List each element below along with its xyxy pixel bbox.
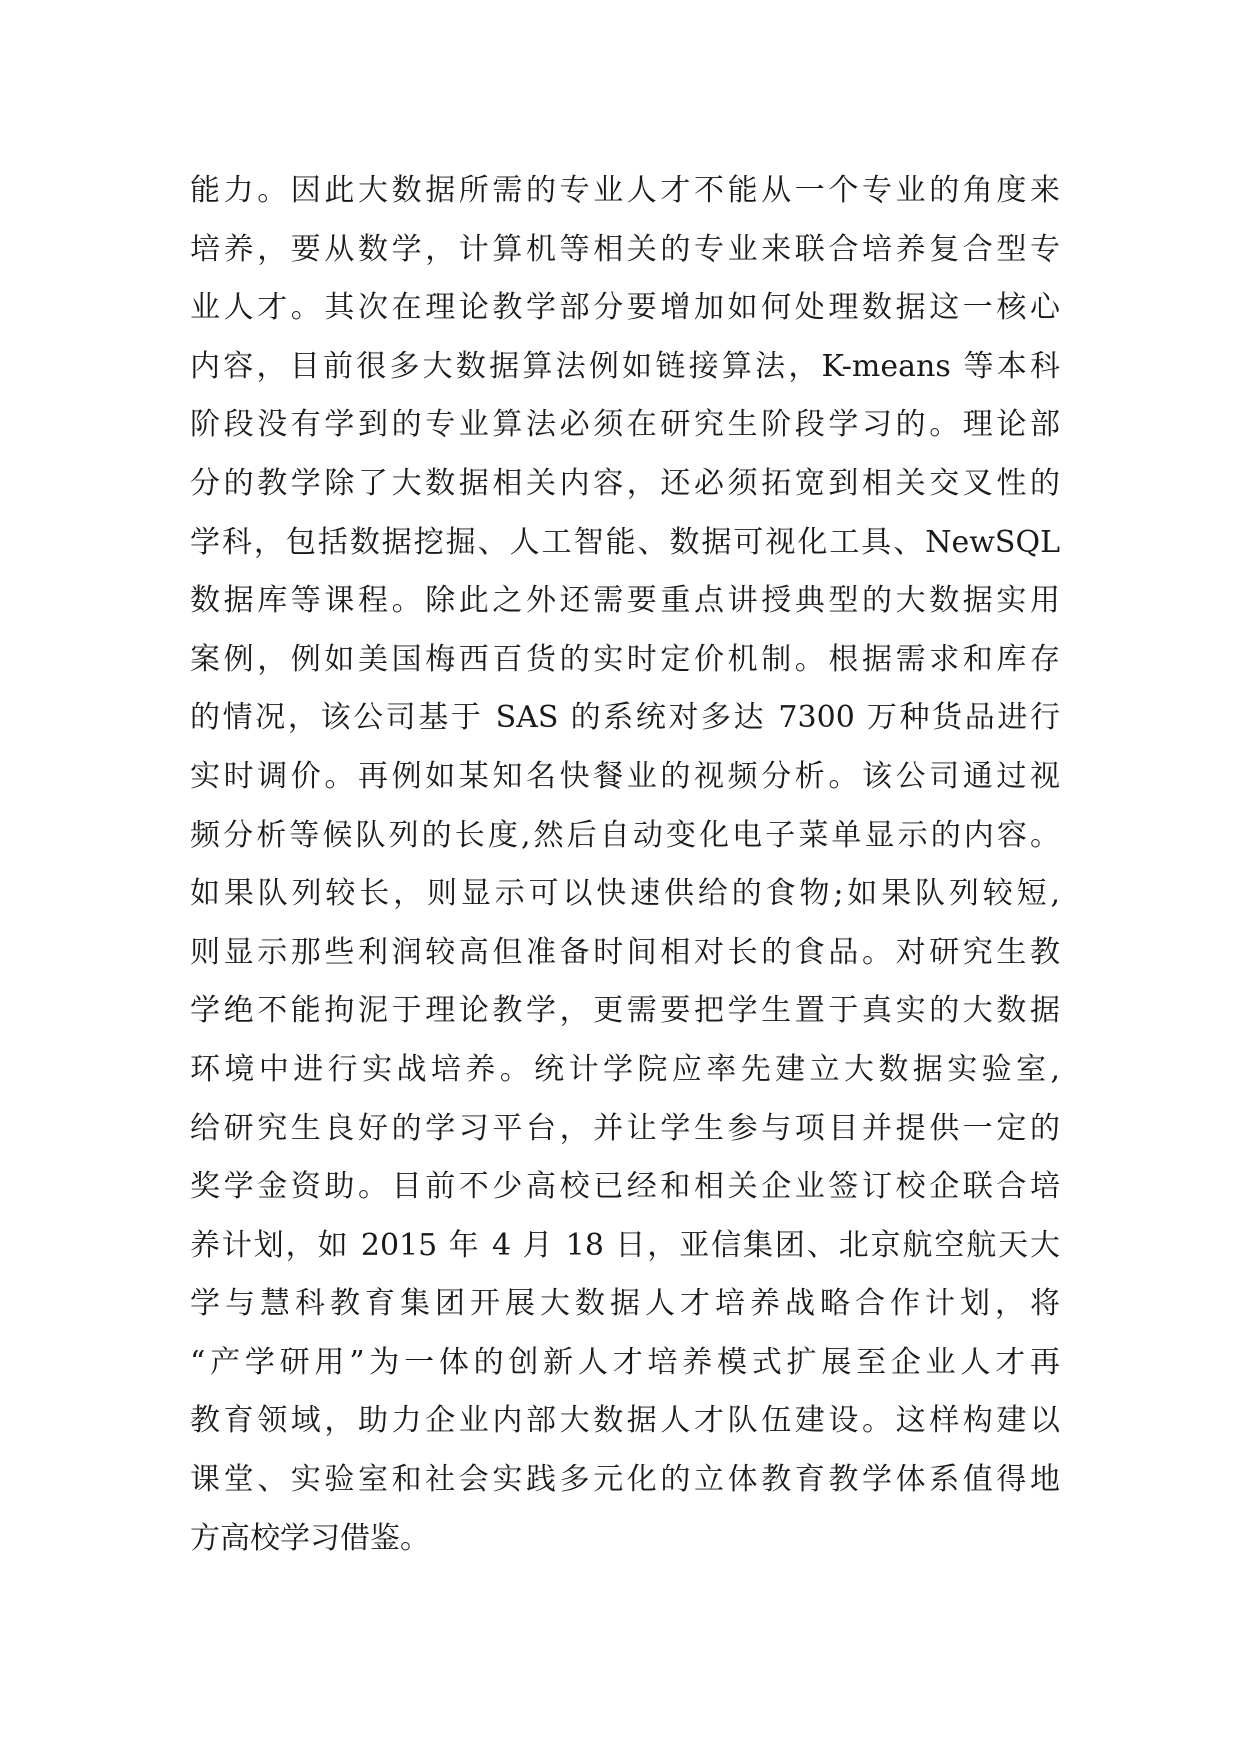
text-line: 频分析等候队列的长度,然后自动变化电子菜单显示的内容。 (190, 817, 1060, 853)
text-line: 实时调价。再例如某知名快餐业的视频分析。该公司通过视 (190, 758, 1060, 794)
text-line: 教育领域，助力企业内部大数据人才队伍建设。这样构建以 (190, 1403, 1060, 1439)
text-line: 课堂、实验室和社会实践多元化的立体教育教学体系值得地 (190, 1462, 1060, 1498)
text-line: 培养，要从数学，计算机等相关的专业来联合培养复合型专 (190, 231, 1060, 267)
text-line: 业人才。其次在理论教学部分要增加如何处理数据这一核心 (190, 290, 1060, 326)
text-line: 环境中进行实战培养。统计学院应率先建立大数据实验室, (190, 1051, 1060, 1087)
text-line: 给研究生良好的学习平台，并让学生参与项目并提供一定的 (190, 1110, 1060, 1146)
text-line: 案例，例如美国梅西百货的实时定价机制。根据需求和库存 (190, 641, 1060, 677)
text-line: 能力。因此大数据所需的专业人才不能从一个专业的角度来 (190, 173, 1060, 208)
text-line: 则显示那些利润较高但准备时间相对长的食品。对研究生教 (190, 934, 1060, 970)
text-line: “产学研用”为一体的创新人才培养模式扩展至企业人才再 (190, 1344, 1060, 1380)
text-line: 分的教学除了大数据相关内容，还必须拓宽到相关交叉性的 (190, 465, 1060, 501)
text-line: 如果队列较长，则显示可以快速供给的食物;如果队列较短, (190, 876, 1060, 912)
text-line: 的情况，该公司基于 SAS 的系统对多达 7300 万种货品进行 (190, 700, 1060, 736)
text-line: 奖学金资助。目前不少高校已经和相关企业签订校企联合培 (190, 1169, 1060, 1205)
text-line: 学绝不能拘泥于理论教学，更需要把学生置于真实的大数据 (190, 993, 1060, 1029)
text-line: 阶段没有学到的专业算法必须在研究生阶段学习的。理论部 (190, 407, 1060, 443)
text-line: 内容，目前很多大数据算法例如链接算法，K-means 等本科 (190, 348, 1060, 384)
text-line: 养计划，如 2015 年 4 月 18 日，亚信集团、北京航空航天大 (190, 1227, 1060, 1263)
text-line: 方高校学习借鉴。 (190, 1520, 430, 1556)
text-line: 数据库等课程。除此之外还需要重点讲授典型的大数据实用 (190, 583, 1060, 619)
text-line: 学与慧科教育集团开展大数据人才培养战略合作计划，将 (190, 1286, 1060, 1322)
text-line: 学科，包括数据挖掘、人工智能、数据可视化工具、NewSQL (190, 524, 1060, 560)
body-paragraph (190, 162, 1060, 1568)
